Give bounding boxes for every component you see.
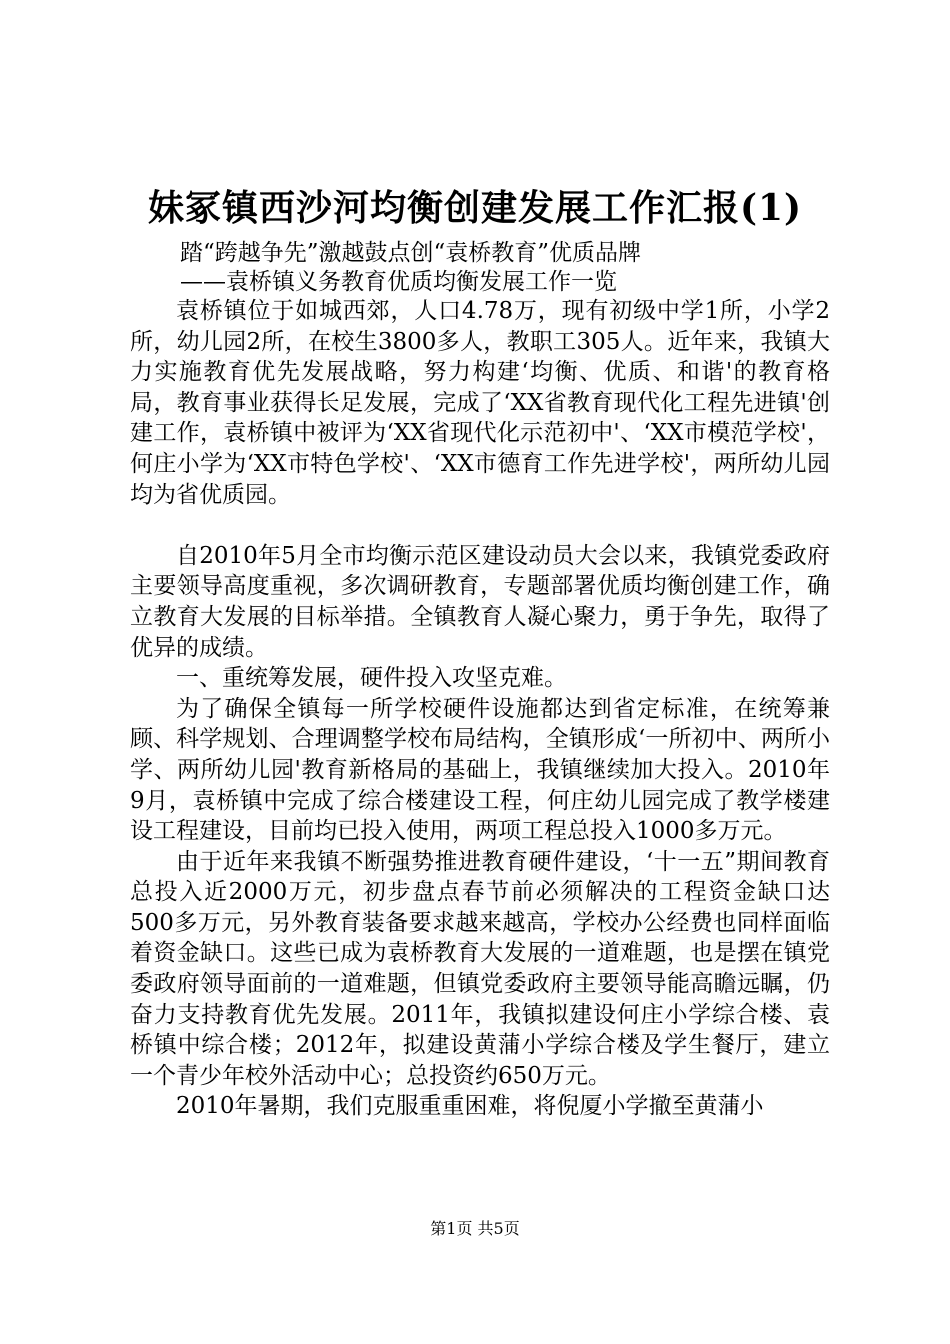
section-heading-1: 一、重统筹发展，硬件投入攻坚克难。 xyxy=(176,665,567,692)
paragraph-funding: 由于近年来我镇不断强势推进教育硬件建设，‘十一五”期间教育总投入近2000万元，初步盘点春节前必须解决的工程资金缺口达500多万元，另外教育装备要求越来越高，学校办公经费也同样面临着资金缺口。这些已成为袁桥教育大发展的一道难题，也是摆在镇党委政府领导面前的一道难题，但镇党委政府主要领导能高瞻远瞩，仍奋力支持教育优先发展。2011年，我镇拟建设何庄小学综合楼、袁桥镇中综合楼；2012年，拟建设黄蒲小学综合楼及学生餐厅，建立一个青少年校外活动中心；总投资约650万元。 xyxy=(130,848,830,1089)
document-subtitle-dash: ——袁桥镇义务教育优质均衡发展工作一览 xyxy=(180,269,617,295)
paragraph-summer-2010: 2010年暑期，我们克服重重困难，将倪厦小学撤至黄蒲小 xyxy=(176,1093,764,1120)
document-title: 妹冢镇西沙河均衡创建发展工作汇报(1) xyxy=(147,187,803,229)
page-footer: 第1页 共5页 xyxy=(430,1219,520,1238)
paragraph-since-2010: 自2010年5月全市均衡示范区建设动员大会以来，我镇党委政府主要领导高度重视，多次调研教育，专题部署优质均衡创建工作，确立教育大发展的目标举措。全镇教育人凝心聚力，勇于争先，取得了优异的成绩。 xyxy=(130,542,830,661)
document-subtitle: 踏“跨越争先”激越鼓点创“袁桥教育”优质品牌 xyxy=(180,240,642,266)
document-body xyxy=(130,296,830,1122)
paragraph-intro: 袁桥镇位于如城西郊，人口4.78万，现有初级中学1所，小学2所，幼儿园2所，在校生3800多人，教职工305人。近年来，我镇大力实施教育优先发展战略，努力构建‘均衡、优质、和谐'的教育格局，教育事业获得长足发展，完成了‘XX省教育现代化工程先进镇'创建工作，袁桥镇中被评为‘XX省现代化示范初中'、‘XX市模范学校'，何庄小学为‘XX市特色学校'、‘XX市德育工作先进学校'，两所幼儿园均为省优质园。 xyxy=(130,298,830,508)
paragraph-hardware: 为了确保全镇每一所学校硬件设施都达到省定标准，在统筹兼顾、科学规划、合理调整学校布局结构，全镇形成‘一所初中、两所小学、两所幼儿园'教育新格局的基础上，我镇继续加大投入。2010年9月，袁桥镇中完成了综合楼建设工程，何庄幼儿园完成了教学楼建设工程建设，目前均已投入使用，两项工程总投入1000多万元。 xyxy=(130,695,830,845)
